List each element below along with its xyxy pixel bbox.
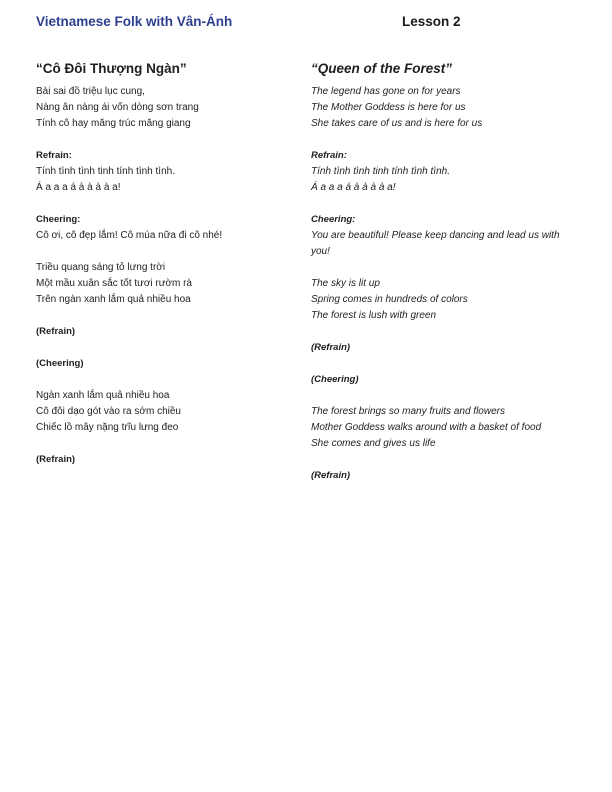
lyric-line: Trên ngàn xanh lắm quả nhiều hoa [36,294,191,305]
lyric-line: Một mầu xuân sắc tốt tươi rườm rà [36,278,192,289]
lyric-line: Tính tình tình tinh tính tình tình. [36,166,175,177]
lyric-line: You are beautiful! Please keep dancing and lead us with you! [311,230,560,257]
lyric-line: The sky is lit up [311,278,380,289]
vietnamese-song-title: “Cô Đôi Thượng Ngàn” [36,61,187,76]
english-lyrics-column [311,60,581,484]
refrain-final-label: (Refrain) [311,470,351,481]
cheering-label: Cheering: [311,214,356,225]
vietnamese-lyrics-column [36,60,306,468]
refrain-label: Refrain: [36,150,72,161]
lyric-line: The forest is lush with green [311,310,437,321]
lyric-line: Spring comes in hundreds of colors [311,294,468,305]
refrain-label: Refrain: [311,150,347,161]
lesson-number: Lesson 2 [402,14,461,29]
lyric-line: Cô đôi dạo gót vào ra sớm chiều [36,406,181,417]
lyric-line: Tính tình tình tinh tính tình tình. [311,166,450,177]
lyric-line: The forest brings so many fruits and flowers [311,406,505,417]
lyric-line: Triều quang sáng tỏ lưng trời [36,262,166,273]
english-song-title: “Queen of the Forest” [311,61,453,76]
lyric-line: Á a a a á à à à à a! [311,182,396,193]
lyric-line: Á a a a á à à à à a! [36,182,121,193]
lyric-line: Bài sai đồ triệu lục cung, [36,86,145,97]
page-header [36,14,612,34]
lyric-line: Chiếc lồ mây nặng trĩu lưng đeo [36,422,179,433]
lyric-line: Nàng ân nàng ái vốn dòng sơn trang [36,102,199,113]
refrain-repeat-label: (Refrain) [36,326,76,337]
course-title: Vietnamese Folk with Vân-Ánh [36,14,233,29]
lyric-line: She comes and gives us life [311,438,436,449]
cheering-label: Cheering: [36,214,81,225]
lyric-line: Mother Goddess walks around with a basket of food [311,422,542,433]
cheering-repeat-label: (Cheering) [311,374,359,385]
refrain-repeat-label: (Refrain) [311,342,351,353]
lyric-line: The legend has gone on for years [311,86,461,97]
lyric-line: Ngàn xanh lắm quả nhiều hoa [36,390,170,401]
refrain-final-label: (Refrain) [36,454,76,465]
cheering-repeat-label: (Cheering) [36,358,84,369]
lyric-line: Cô ơi, cô đẹp lắm! Cô múa nữa đi cô nhé! [36,230,223,241]
lyric-line: She takes care of us and is here for us [311,118,483,129]
lyric-line: The Mother Goddess is here for us [311,102,466,113]
lyric-line: Tính cô hay măng trúc măng giang [36,118,191,129]
